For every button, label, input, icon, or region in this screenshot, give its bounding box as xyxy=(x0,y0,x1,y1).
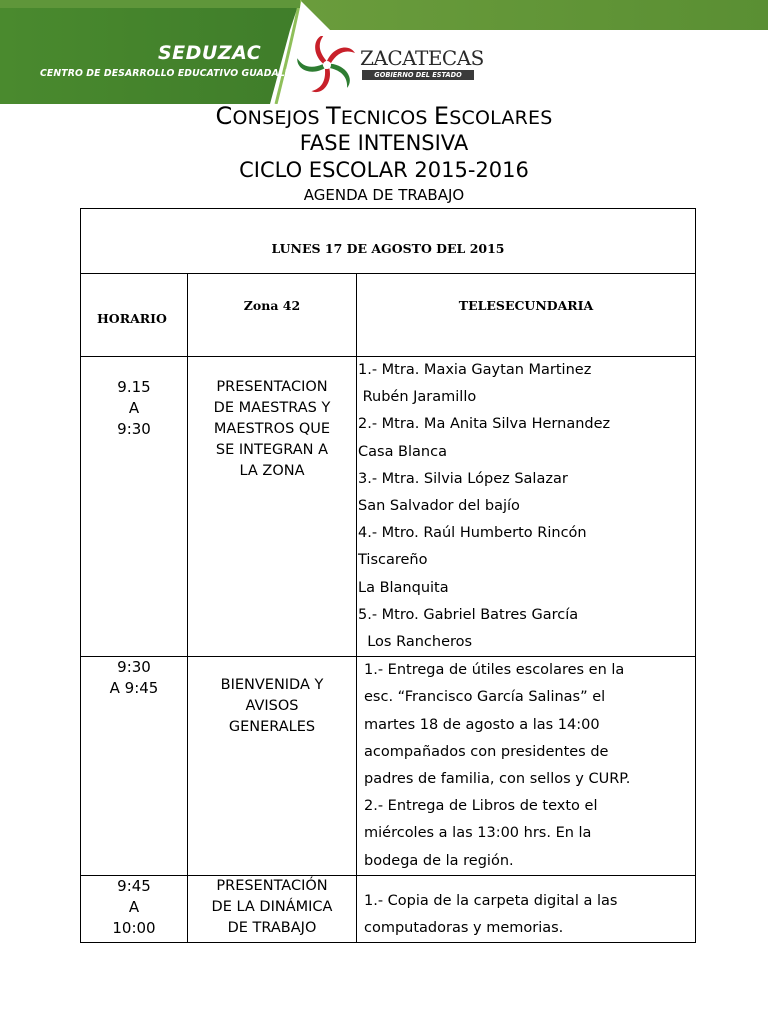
detalle-line: 2.- Mtra. Ma Anita Silva Hernandez xyxy=(358,416,611,433)
col-header-zona: Zona 42 xyxy=(188,274,357,357)
detalle-line: Los Rancheros xyxy=(358,634,473,651)
col-header-horario: HORARIO xyxy=(81,274,188,357)
actividad-line: PRESENTACIÓN xyxy=(216,877,328,894)
date-header-row xyxy=(81,209,696,274)
detalle-line: 1.- Entrega de útiles escolares en la xyxy=(364,662,625,679)
horario-line: 9:30 xyxy=(117,658,151,677)
actividad-line: DE MAESTRAS Y xyxy=(213,400,331,416)
horario-line: 9:45 xyxy=(117,876,151,895)
actividad-cell xyxy=(188,657,357,876)
actividad-line: MAESTROS QUE xyxy=(213,421,331,437)
actividad-line: BIENVENIDA Y xyxy=(220,677,324,694)
detalle-line: computadoras y memorias. xyxy=(364,919,564,936)
document-title: CONSEJOS TECNICOS ESCOLARES xyxy=(215,102,553,130)
detalle-cell xyxy=(357,357,696,657)
cycle-title: CICLO ESCOLAR 2015-2016 xyxy=(239,158,529,182)
table-row xyxy=(81,875,696,942)
detalle-line: 5.- Mtro. Gabriel Batres García xyxy=(358,606,579,623)
zacatecas-logo-icon xyxy=(296,36,358,94)
actividad-line: DE LA DINÁMICA xyxy=(211,898,333,915)
detalle-cell xyxy=(357,657,696,876)
detalle-line: 3.- Mtra. Silvia López Salazar xyxy=(358,470,568,487)
horario-line: A xyxy=(128,897,140,916)
horario-line: 10:00 xyxy=(112,918,156,937)
agenda-table xyxy=(80,208,696,943)
detalle-line: Tiscareño xyxy=(358,552,428,569)
table-row xyxy=(81,657,696,876)
detalle-line: 4.- Mtro. Raúl Humberto Rincón xyxy=(358,525,587,542)
detalle-line: 2.- Entrega de Libros de texto el xyxy=(364,798,598,815)
detalle-line: miércoles a las 13:00 hrs. En la xyxy=(364,825,592,842)
horario-cell xyxy=(81,357,188,657)
state-subtitle: GOBIERNO DEL ESTADO xyxy=(362,70,474,80)
horario-line: A 9:45 xyxy=(109,679,159,698)
detalle-line: martes 18 de agosto a las 14:00 xyxy=(364,716,600,733)
detalle-line: padres de familia, con sellos y CURP. xyxy=(364,771,631,788)
state-name: ZACATECAS xyxy=(360,46,484,70)
detalle-line: La Blanquita xyxy=(358,579,449,596)
detalle-line: acompañados con presidentes de xyxy=(364,743,609,760)
actividad-line: PRESENTACION xyxy=(216,379,328,395)
brand-name: SEDUZAC xyxy=(158,42,262,64)
table-row xyxy=(81,357,696,657)
date-header: LUNES 17 DE AGOSTO DEL 2015 xyxy=(81,209,696,274)
actividad-cell xyxy=(188,875,357,942)
detalle-line: esc. “Francisco García Salinas” el xyxy=(364,689,606,706)
agenda-title: AGENDA DE TRABAJO xyxy=(303,186,465,204)
horario-cell xyxy=(81,875,188,942)
horario-line: 9.15 xyxy=(117,378,151,396)
phase-title: FASE INTENSIVA xyxy=(299,131,469,155)
actividad-line: SE INTEGRAN A xyxy=(215,442,329,458)
actividad-line: GENERALES xyxy=(228,719,316,736)
actividad-line: AVISOS xyxy=(245,698,299,715)
col-header-telesecundaria: TELESECUNDARIA xyxy=(357,274,696,357)
detalle-line: 1.- Copia de la carpeta digital a las xyxy=(364,892,618,909)
detalle-line: bodega de la región. xyxy=(364,852,514,869)
actividad-line: LA ZONA xyxy=(239,463,305,479)
detalle-cell xyxy=(357,875,696,942)
detalle-line: Rubén Jaramillo xyxy=(358,389,477,406)
horario-cell xyxy=(81,657,188,876)
header-banner xyxy=(0,0,768,104)
center-name: CENTRO DE DESARROLLO EDUCATIVO GUADALUPE xyxy=(40,68,306,79)
column-header-row xyxy=(81,274,696,357)
detalle-line: Casa Blanca xyxy=(358,443,447,460)
detalle-line: San Salvador del bajío xyxy=(358,498,520,515)
horario-line: 9:30 xyxy=(117,420,151,438)
horario-line: A xyxy=(128,399,140,417)
actividad-cell xyxy=(188,357,357,657)
actividad-line: DE TRABAJO xyxy=(227,919,317,936)
detalle-line: 1.- Mtra. Maxia Gaytan Martinez xyxy=(358,362,592,378)
